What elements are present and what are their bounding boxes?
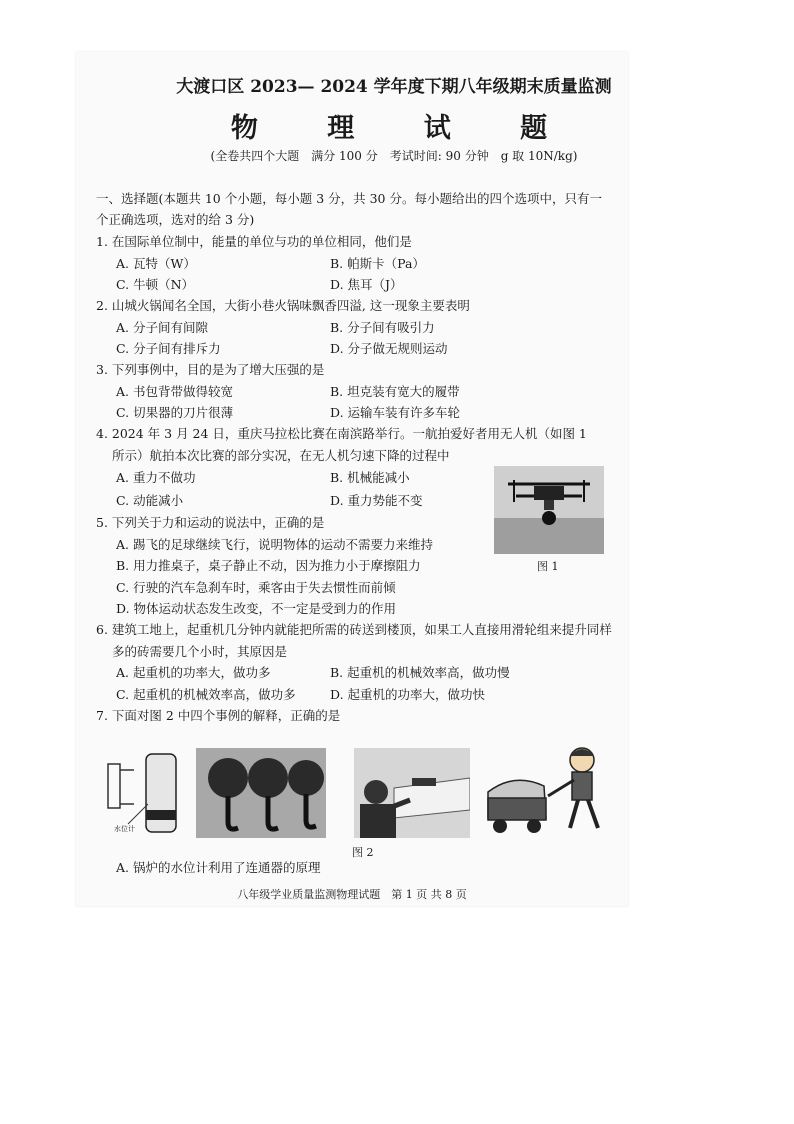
option-d: D. 分子做无规则运动 bbox=[330, 341, 448, 356]
option-a: A. 瓦特（W） bbox=[116, 256, 196, 271]
suction-hook-icon bbox=[196, 748, 326, 838]
question-stem: 4. 2024 年 3 月 24 日，重庆马拉松比赛在南滨路举行。一航拍爱好者用无人机（如图 1 bbox=[96, 426, 587, 441]
option-c: C. 起重机的机械效率高，做功多 bbox=[116, 687, 296, 702]
question-stem-cont: 所示）航拍本次比赛的部分实况，在无人机匀速下降的过程中 bbox=[112, 448, 450, 463]
option-a: A. 起重机的功率大，做功多 bbox=[116, 665, 271, 680]
question-stem: 5. 下列关于力和运动的说法中，正确的是 bbox=[96, 515, 325, 530]
option-b: B. 机械能减小 bbox=[330, 470, 410, 485]
option-b: B. 分子间有吸引力 bbox=[330, 320, 435, 335]
cart-figure bbox=[484, 742, 614, 838]
boy-pushing-cart-icon bbox=[484, 742, 614, 838]
page-footer: 八年级学业质量监测物理试题 第 1 页 共 8 页 bbox=[237, 888, 467, 901]
boiler-figure bbox=[104, 748, 188, 838]
section-intro: 一、选择题(本题共 10 个小题，每小题 3 分，共 30 分。每小题给出的四个选项中，只有一 bbox=[96, 191, 602, 206]
option-d: D. 重力势能不变 bbox=[330, 493, 423, 508]
option-b: B. 帕斯卡（Pa） bbox=[330, 256, 425, 271]
question-stem: 2. 山城火锅闻名全国，大街小巷火锅味飘香四溢, 这一现象主要表明 bbox=[96, 298, 470, 313]
option-c: C. 动能减小 bbox=[116, 493, 184, 508]
question-stem: 7. 下面对图 2 中四个事例的解释，正确的是 bbox=[96, 708, 341, 723]
drone-icon bbox=[494, 466, 604, 554]
option-d: D. 运输车装有许多车轮 bbox=[330, 405, 461, 420]
subject-title: 物 理 试 题 bbox=[230, 113, 578, 144]
option-b: B. 起重机的机械效率高，做功慢 bbox=[330, 665, 510, 680]
figure-caption: 图 1 bbox=[537, 560, 559, 573]
question-stem: 1. 在国际单位制中，能量的单位与功的单位相同，他们是 bbox=[96, 234, 412, 249]
water-level-label: 水位计 bbox=[114, 825, 135, 833]
option-c: C. 牛顿（N） bbox=[116, 277, 195, 292]
option-a: A. 分子间有间隙 bbox=[116, 320, 208, 335]
figure-caption: 图 2 bbox=[352, 846, 374, 859]
question-stem-cont: 多的砖需要几个小时，其原因是 bbox=[112, 644, 288, 659]
question-stem: 3. 下列事例中，目的是为了增大压强的是 bbox=[96, 362, 325, 377]
option-c: C. 切果器的刀片很薄 bbox=[116, 405, 234, 420]
option-d: D. 焦耳（J） bbox=[330, 277, 403, 292]
drone-figure bbox=[494, 466, 604, 554]
option-d: D. 物体运动状态发生改变，不一定是受到力的作用 bbox=[116, 601, 397, 616]
option-b: B. 用力推桌子，桌子静止不动，因为推力小于摩擦阻力 bbox=[116, 558, 421, 573]
option-a: A. 书包背带做得较宽 bbox=[116, 384, 233, 399]
option-d: D. 起重机的功率大，做功快 bbox=[330, 687, 486, 702]
option-c: C. 行驶的汽车急刹车时，乘客由于失去惯性而前倾 bbox=[116, 580, 396, 595]
tablecloth-figure bbox=[354, 748, 470, 838]
exam-info: (全卷共四个大题 满分 100 分 考试时间: 90 分钟 g 取 10N/kg) bbox=[210, 149, 578, 163]
suction-hooks-figure bbox=[196, 748, 326, 838]
question-stem: 6. 建筑工地上，起重机几分钟内就能把所需的砖送到楼顶，如果工人直接用滑轮组来提升同样 bbox=[96, 622, 612, 637]
person-table-icon bbox=[354, 748, 470, 838]
option-c: C. 分子间有排斥力 bbox=[116, 341, 221, 356]
exam-header-line: 大渡口区 2023— 2024 学年度下期八年级期末质量监测 bbox=[176, 77, 612, 97]
option-a: A. 重力不做功 bbox=[116, 470, 196, 485]
option-a: A. 锅炉的水位计利用了连通器的原理 bbox=[116, 860, 321, 875]
option-a: A. 踢飞的足球继续飞行，说明物体的运动不需要力来维持 bbox=[116, 537, 433, 552]
option-b: B. 坦克装有宽大的履带 bbox=[330, 384, 460, 399]
section-intro-cont: 个正确选项，选对的给 3 分) bbox=[96, 212, 255, 227]
